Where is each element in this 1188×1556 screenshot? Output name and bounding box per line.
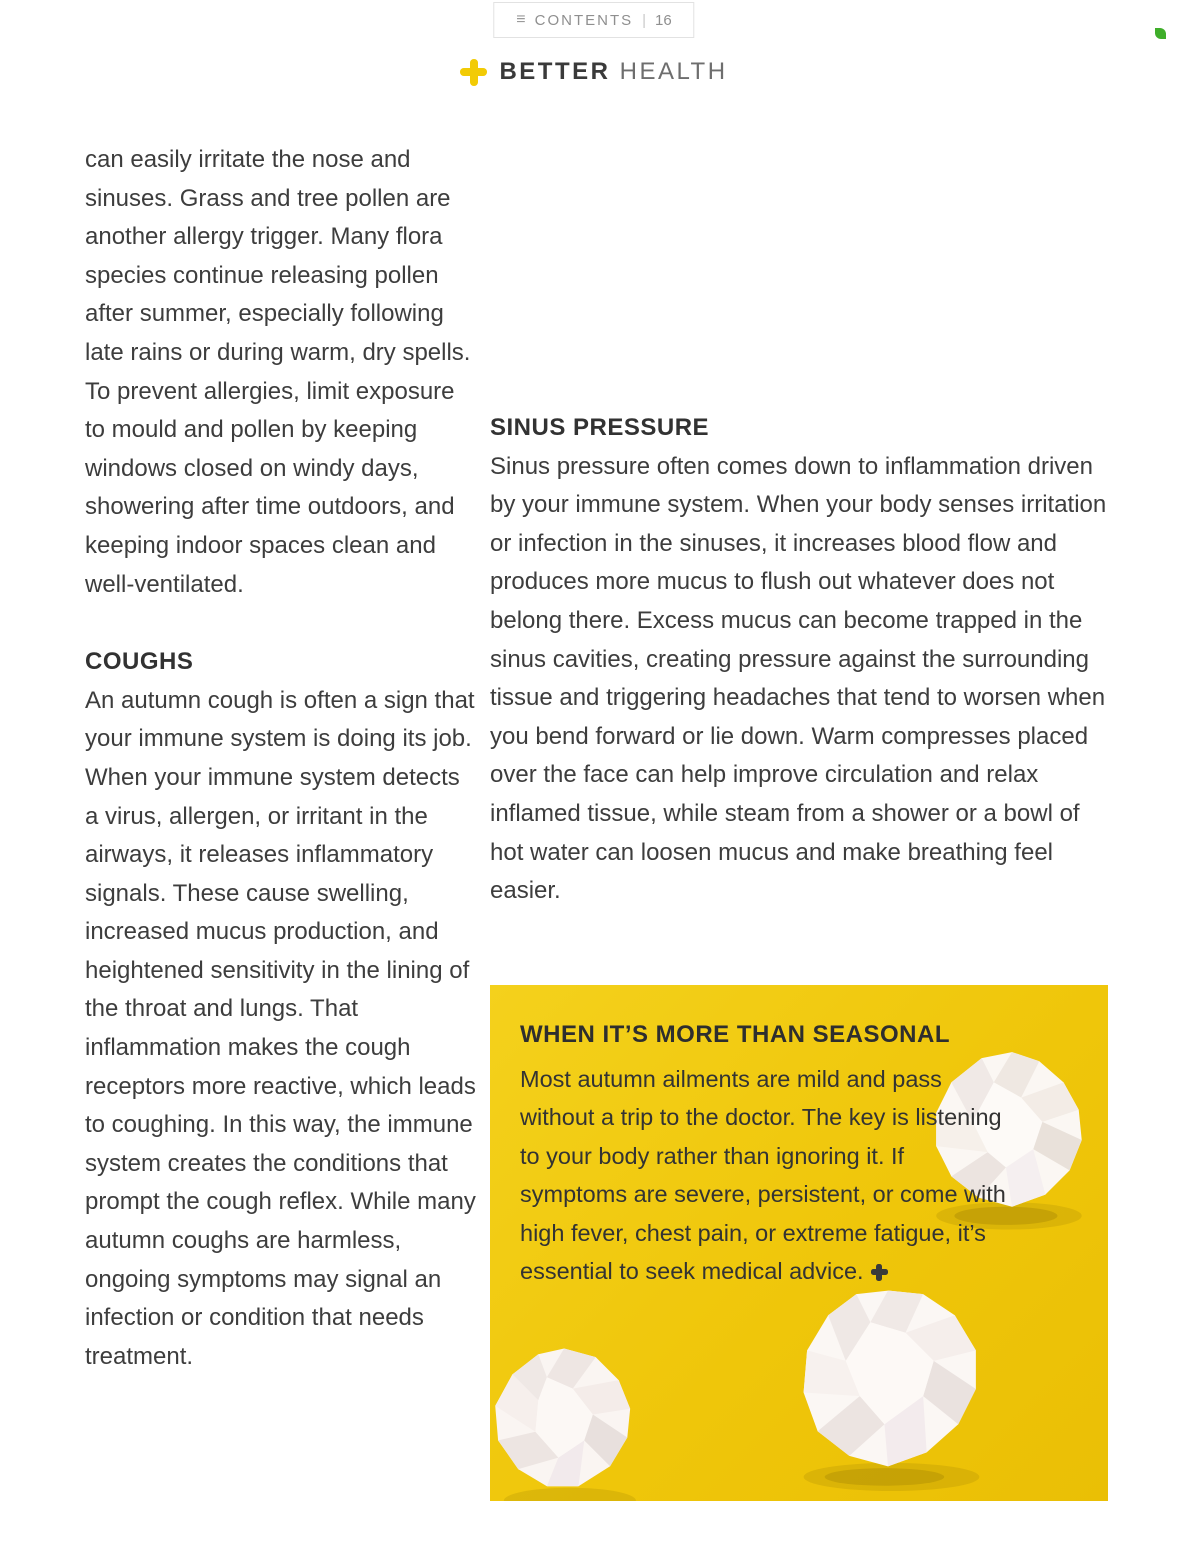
- callout-body-text: Most autumn ailments are mild and pass without a trip to the doctor. The key is listening to your body rather than ignoring it. If symptoms are severe, persistent, or come with high fever, chest pain, or extreme fatigue, it’s essential to seek medical advice.: [520, 1066, 1006, 1285]
- brand-bold-text: BETTER: [499, 58, 611, 85]
- contents-label: CONTENTS: [534, 11, 634, 29]
- coughs-heading: COUGHS: [85, 648, 194, 676]
- intro-paragraph: can easily irritate the nose and sinuses. Grass and tree pollen are another allergy trigger. Many flora species continue releasing pollen after summer, especially following late rains or during warm, dry spells. To prevent allergies, limit exposure to mould and pollen by keeping windows closed on windy days, showering after time outdoors, and keeping indoor spaces clean and well-ventilated.: [85, 146, 471, 598]
- callout-heading: WHEN IT’S MORE THAN SEASONAL: [520, 1021, 951, 1048]
- brand-light-text: HEALTH: [619, 58, 728, 85]
- section-header: [0, 58, 1188, 86]
- seasonal-callout-box: [490, 985, 1108, 1501]
- sinus-pressure-paragraph: Sinus pressure often comes down to inflammation driven by your immune system. When your body senses irritation or infection in the sinuses, it increases blood flow and produces more mucus to flush out whatever does not belong there. Excess mucus can become trapped in the sinus cavities, creating pressure against the surrounding tissue and triggering headaches that tend to worsen when you bend forward or lie down. Warm compresses placed over the face can help improve circulation and relax inflamed tissue, while steam from a shower or a bowl of hot water can loosen mucus and make breathing feel easier.: [490, 452, 1107, 905]
- left-column: [85, 141, 477, 1376]
- crumpled-paper-image: [786, 1273, 1004, 1491]
- coughs-paragraph: An autumn cough is often a sign that your immune system is doing its job. When your immune system detects a virus, allergen, or irritant in the airways, it releases inflammatory signals. These cause swelling, increased mucus production, and heightened sensitivity in the lining of the throat and lungs. That inflammation makes the cough receptors more reactive, which leads to coughing. In this way, the immune system creates the conditions that prompt the cough reflex. While many autumn coughs are harmless, ongoing symptoms may signal an infection or condition that needs treatment.: [85, 686, 476, 1370]
- sinus-pressure-heading: SINUS PRESSURE: [490, 414, 710, 441]
- contents-nav-button[interactable]: [493, 2, 694, 38]
- plus-icon: [460, 59, 487, 86]
- crumpled-paper-image: [490, 1337, 656, 1501]
- menu-icon: ≡: [516, 11, 526, 28]
- leaf-icon: [1155, 28, 1166, 39]
- page-number: 16: [655, 11, 672, 29]
- article-end-plus-icon: [871, 1264, 888, 1281]
- right-column: [490, 409, 1108, 911]
- contents-divider: |: [642, 11, 647, 29]
- callout-body: [520, 1060, 1012, 1290]
